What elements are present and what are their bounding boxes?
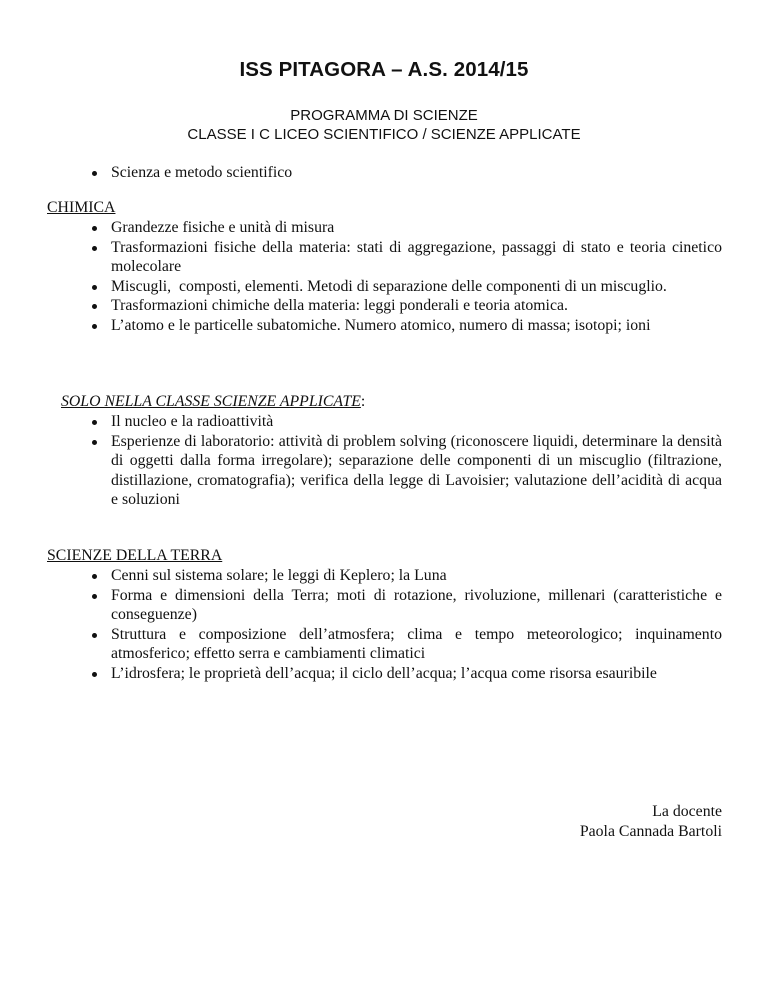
bullet-icon xyxy=(92,672,97,677)
bullet-icon xyxy=(92,594,97,599)
list-item: L’atomo e le particelle subatomiche. Numero atomico, numero di massa; isotopi; ioni xyxy=(92,316,722,336)
signature-name: Paola Cannada Bartoli xyxy=(579,822,722,840)
bullet-icon xyxy=(92,420,97,425)
list-item: Scienza e metodo scientifico xyxy=(92,163,722,183)
list-item: Trasformazioni fisiche della materia: stati di aggregazione, passaggi di stato e teoria cinetico molecolare xyxy=(92,238,722,277)
class-subtitle: CLASSE I C LICEO SCIENTIFICO / SCIENZE APPLICATE xyxy=(187,126,581,143)
list-item: Miscugli, composti, elementi. Metodi di separazione delle componenti di un miscuglio. xyxy=(92,277,722,297)
bullet-icon xyxy=(92,324,97,329)
section-heading-chimica: CHIMICA xyxy=(47,199,116,216)
list-item: L’idrosfera; le proprietà dell’acqua; il ciclo dell’acqua; l’acqua come risorsa esauribile xyxy=(92,664,722,684)
list-item: Cenni sul sistema solare; le leggi di Keplero; la Luna xyxy=(92,566,722,586)
bullet-icon xyxy=(92,246,97,251)
bullet-icon xyxy=(92,304,97,309)
scienze-terra-list xyxy=(92,566,722,684)
bullet-icon xyxy=(92,285,97,290)
bullet-icon xyxy=(92,171,97,176)
bullet-icon xyxy=(92,574,97,579)
bullet-icon xyxy=(92,633,97,638)
list-item: Struttura e composizione dell’atmosfera; clima e tempo meteorologico; inquinamento atmosferico; effetto serra e cambiamenti climatici xyxy=(92,625,722,664)
section-heading-scienze-applicate: SOLO NELLA CLASSE SCIENZE APPLICATE: xyxy=(61,393,366,410)
bullet-icon xyxy=(92,440,97,445)
signature-block xyxy=(580,802,722,841)
signature-role: La docente xyxy=(652,803,722,820)
bullet-icon xyxy=(92,226,97,231)
list-item: Trasformazioni chimiche della materia: leggi ponderali e teoria atomica. xyxy=(92,296,722,316)
list-item: Forma e dimensioni della Terra; moti di rotazione, rivoluzione, millenari (caratteristiche e conseguenze) xyxy=(92,586,722,625)
program-subtitle: PROGRAMMA DI SCIENZE xyxy=(290,107,478,124)
section-heading-scienze-terra: SCIENZE DELLA TERRA xyxy=(47,547,223,564)
scienze-applicate-list xyxy=(92,412,722,510)
document-title: ISS PITAGORA – A.S. 2014/15 xyxy=(239,58,529,81)
chimica-list xyxy=(92,218,722,336)
list-item: Grandezze fisiche e unità di misura xyxy=(92,218,722,238)
intro-list xyxy=(92,163,722,183)
list-item: Esperienze di laboratorio: attività di problem solving (riconoscere liquidi, determinare la densità di oggetti dalla forma irregolare); separazione delle componenti di un miscuglio (filtrazione, distillazione, cromatografia); verifica della legge di Lavoisier; valutazione dell’acidità di acqua e soluzioni xyxy=(92,432,722,510)
list-item: Il nucleo e la radioattività xyxy=(92,412,722,432)
